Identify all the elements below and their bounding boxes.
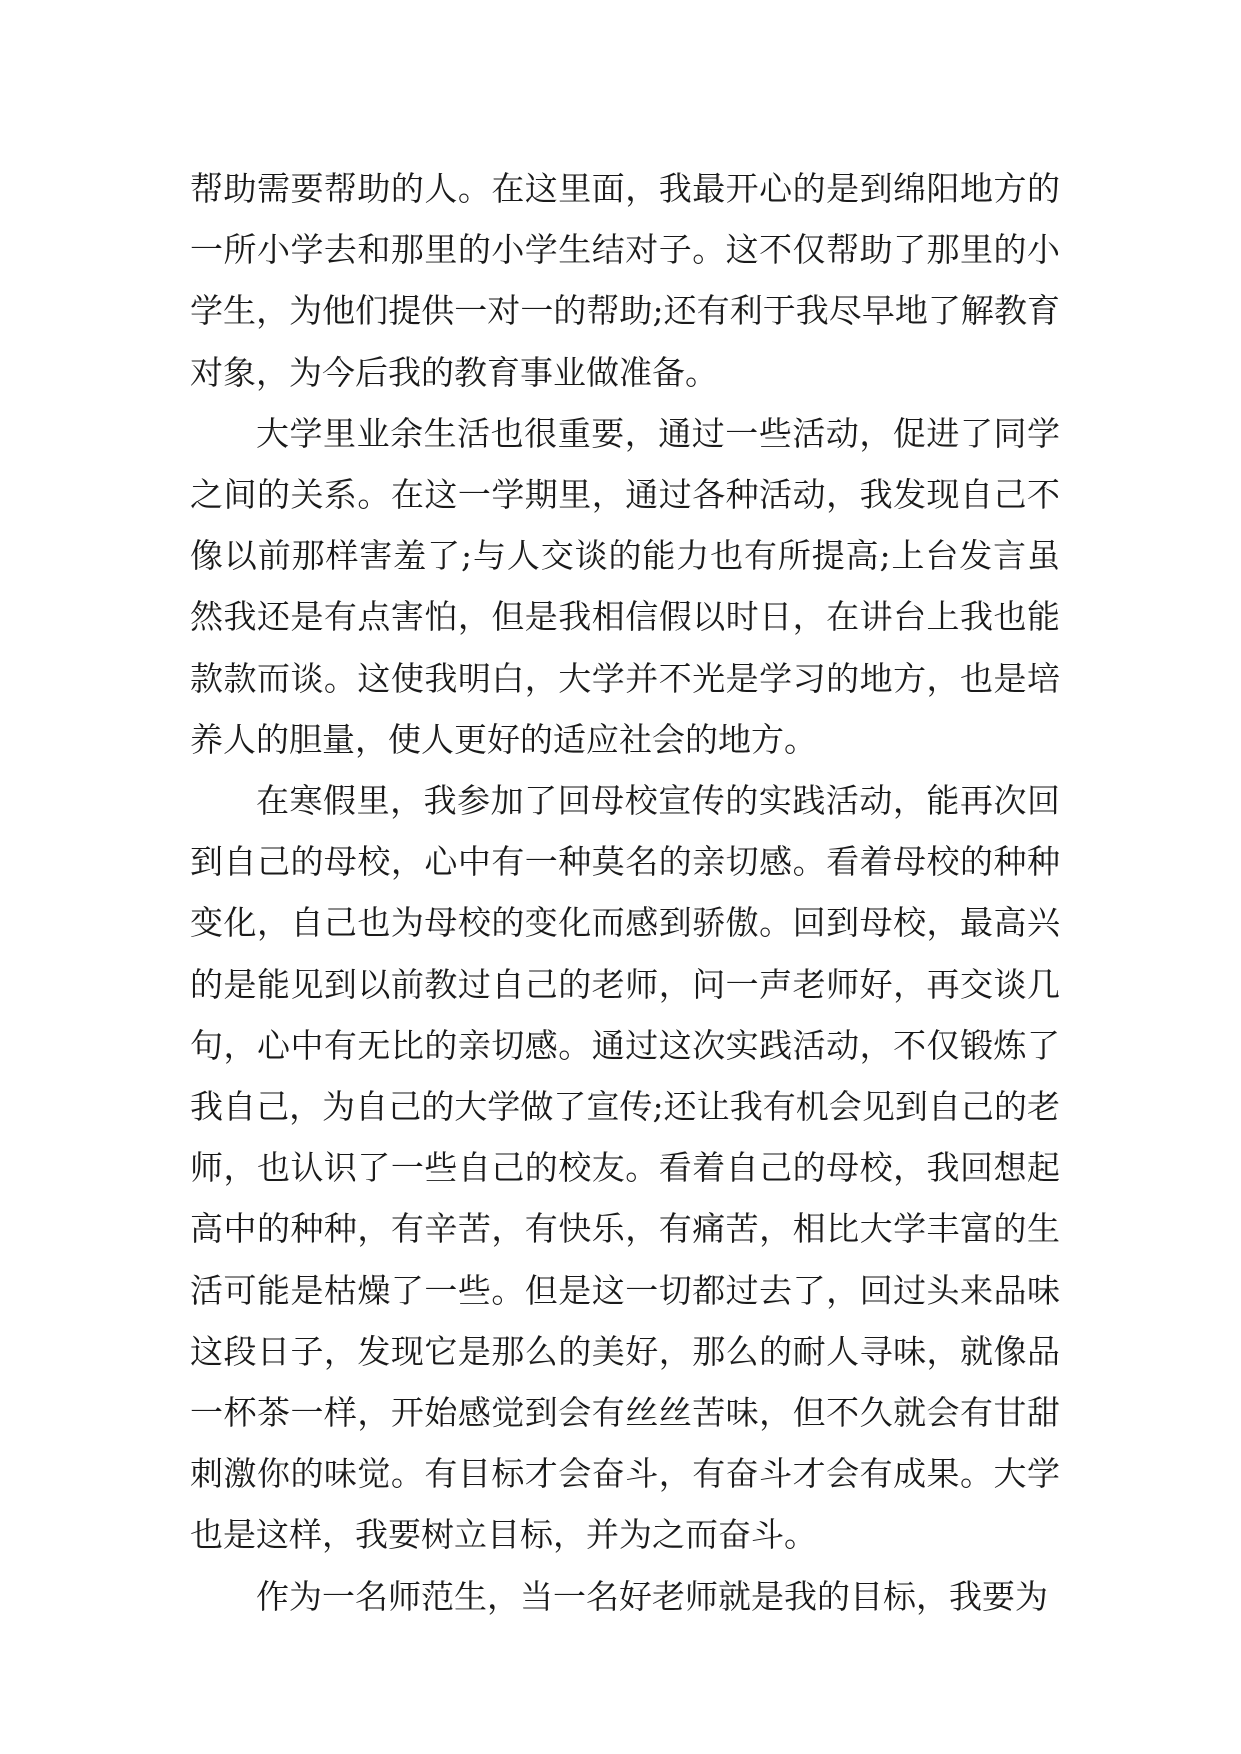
- paragraph-extracurricular-life: 大学里业余生活也很重要，通过一些活动，促进了同学之间的关系。在这一学期里，通过各种活动，我发现自己不像以前那样害羞了;与人交谈的能力也有所提高;上台发言虽然我还是有点害怕，但是我相信假以时日，在讲台上我也能款款而谈。这使我明白，大学并不光是学习的地方，也是培养人的胆量，使人更好的适应社会的地方。: [190, 413, 1060, 759]
- document-body: [190, 158, 1060, 1627]
- paragraph-teacher-goal: 作为一名师范生，当一名好老师就是我的目标，我要为: [256, 1576, 1048, 1616]
- paragraph-continued: 帮助需要帮助的人。在这里面，我最开心的是到绵阳地方的一所小学去和那里的小学生结对子。这不仅帮助了那里的小学生，为他们提供一对一的帮助;还有利于我尽早地了解教育对象，为今后我的教育事业做准备。: [190, 169, 1060, 392]
- paragraph-winter-vacation: 在寒假里，我参加了回母校宣传的实践活动，能再次回到自己的母校，心中有一种莫名的亲切感。看着母校的种种变化，自己也为母校的变化而感到骄傲。回到母校，最高兴的是能见到以前教过自己的老师，问一声老师好，再交谈几句，心中有无比的亲切感。通过这次实践活动，不仅锻炼了我自己，为自己的大学做了宣传;还让我有机会见到自己的老师，也认识了一些自己的校友。看着自己的母校，我回想起高中的种种，有辛苦，有快乐，有痛苦，相比大学丰富的生活可能是枯燥了一些。但是这一切都过去了，回过头来品味这段日子，发现它是那么的美好，那么的耐人寻味，就像品一杯茶一样，开始感觉到会有丝丝苦味，但不久就会有甘甜刺激你的味觉。有目标才会奋斗，有奋斗才会有成果。大学也是这样，我要树立目标，并为之而奋斗。: [190, 781, 1060, 1555]
